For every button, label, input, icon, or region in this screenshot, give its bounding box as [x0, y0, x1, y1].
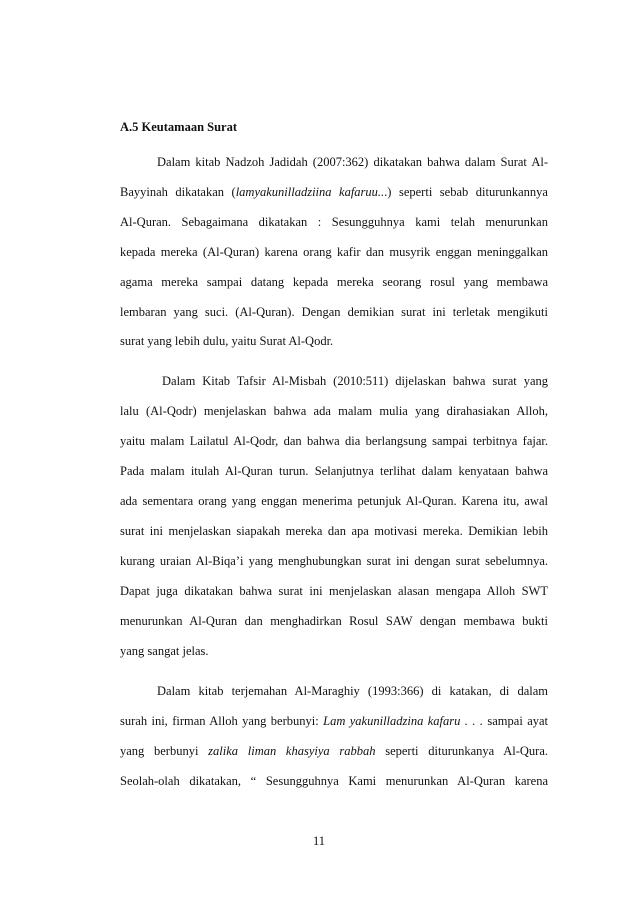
paragraph-line — [120, 773, 548, 789]
italic-term: lamyakunilladziina kafaruu.. — [235, 185, 385, 199]
paragraph-line — [120, 214, 548, 230]
text-span: Dapat juga dikatakan bahwa surat ini menjelaskan alasan mengapa Alloh SWT — [120, 584, 548, 598]
text-span: sampai ayat — [482, 714, 549, 728]
text-span: Seolah-olah dikatakan, “ Sesungguhnya Kami menurunkan Al-Quran karena — [120, 774, 548, 788]
paragraph-line — [157, 683, 548, 699]
section-heading: A.5 Keutamaan Surat — [120, 120, 238, 134]
paragraph-line — [157, 154, 548, 170]
text-span: Pada malam itulah Al-Quran turun. Selanjutnya terlihat dalam kenyataan bahwa — [120, 464, 548, 478]
text-span: Dalam Kitab Tafsir Al-Misbah (2010:511) dijelaskan bahwa surat yang — [162, 374, 548, 388]
paragraph-line — [120, 613, 548, 629]
text-span: Bayyinah dikatakan ( — [120, 185, 236, 199]
page-number: 11 — [312, 834, 326, 848]
paragraph-line — [120, 333, 548, 349]
paragraph-line — [162, 373, 548, 389]
text-span: yaitu malam Lailatul Al-Qodr, dan bahwa dia berlangsung sampai terbitnya fajar. — [120, 434, 548, 448]
text-span: yang sangat jelas. — [120, 644, 209, 658]
text-span: Dalam kitab terjemahan Al-Maraghiy (1993:366) di katakan, di dalam — [157, 684, 548, 698]
paragraph-line — [120, 433, 548, 449]
paragraph-line — [120, 743, 548, 759]
text-span: .) seperti sebab diturunkannya — [384, 185, 548, 199]
text-span: Al-Quran. Sebagaimana dikatakan : Sesungguhnya kami telah menurunkan — [120, 215, 548, 229]
paragraph-line — [120, 493, 548, 509]
text-span: menurunkan Al-Quran dan menghadirkan Rosul SAW dengan membawa bukti — [120, 614, 548, 628]
text-span: lembaran yang suci. (Al-Quran). Dengan demikian surat ini terletak mengikuti — [120, 305, 548, 319]
text-span: Dalam kitab Nadzoh Jadidah (2007:362) dikatakan bahwa dalam Surat Al- — [157, 155, 548, 169]
text-span: ada sementara orang yang enggan menerima petunjuk Al-Quran. Karena itu, awal — [120, 494, 548, 508]
text-span: surah ini, firman Alloh yang berbunyi: — [120, 714, 324, 728]
paragraph-line — [120, 583, 548, 599]
text-span: surat yang lebih dulu, yaitu Surat Al-Qodr. — [120, 334, 334, 348]
paragraph-line — [120, 523, 548, 539]
paragraph-line — [120, 403, 548, 419]
text-span: kepada mereka (Al-Quran) karena orang kafir dan musyrik enggan meninggalkan — [120, 245, 548, 259]
paragraph-line — [120, 304, 548, 320]
paragraph-line — [120, 553, 548, 569]
text-span: agama mereka sampai datang kepada mereka seorang rosul yang membawa — [120, 275, 548, 289]
paragraph-line — [120, 643, 548, 659]
text-span: yang berbunyi — [120, 744, 209, 758]
paragraph-line — [120, 184, 548, 200]
paragraph-line — [120, 244, 548, 260]
text-span: kurang uraian Al-Biqa’i yang menghubungkan surat ini dengan surat sebelumnya. — [120, 554, 548, 568]
italic-term: Lam yakunilladzina kafaru . . . — [323, 714, 483, 728]
text-span: surat ini menjelaskan siapakah mereka dan apa motivasi mereka. Demikian lebih — [120, 524, 548, 538]
paragraph-line — [120, 274, 548, 290]
paragraph-line — [120, 463, 548, 479]
text-span: lalu (Al-Qodr) menjelaskan bahwa ada malam mulia yang dirahasiakan Alloh, — [120, 404, 548, 418]
text-span: seperti diturunkanya Al-Qura. — [375, 744, 549, 758]
paragraph-line — [120, 713, 548, 729]
italic-term: zalika liman khasyiya rabbah — [208, 744, 376, 758]
